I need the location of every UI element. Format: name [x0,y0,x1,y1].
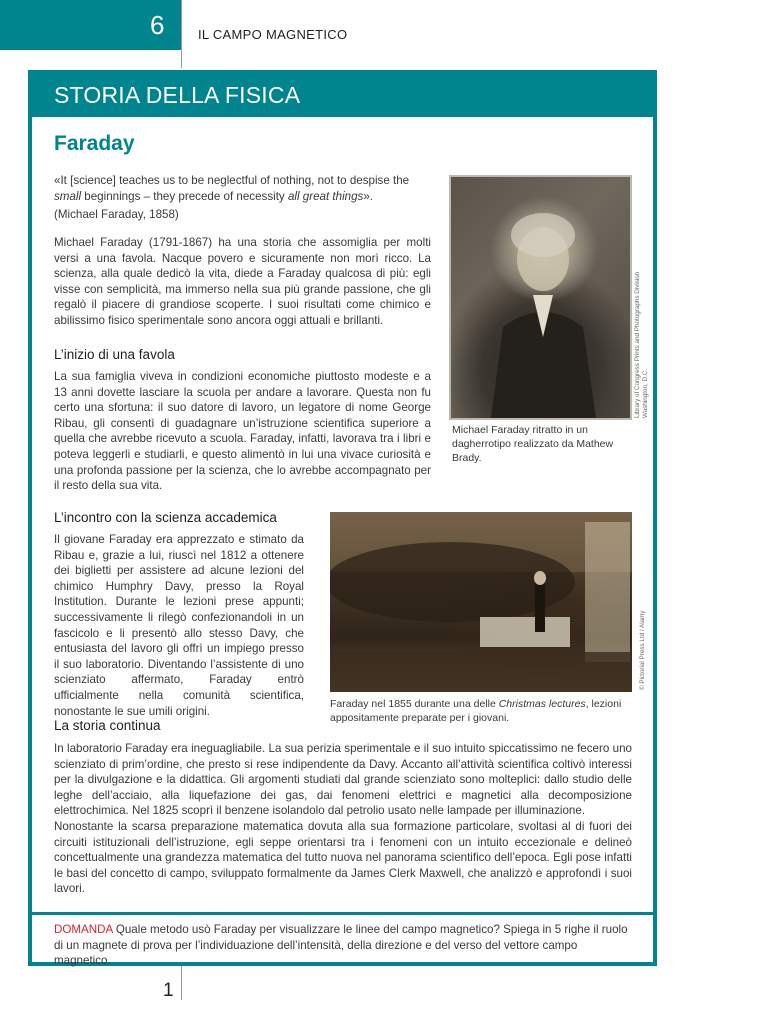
quote [54,173,431,204]
section-paragraph: La sua famiglia viveva in condizioni economiche piuttosto modeste e a 13 anni dovette lasciare la scuola per andare a lavorare. Questa non fu certo una sfortuna: il suo datore di lavoro, un legatore di nome George Ribau, gli consentì di guadagnare un’istruzione scientifica superiore a quella che avrebbe ricevuto a scuola. Faraday, infatti, lavorava tra i libri e poteva leggerli e studiarli, e questo alimentò in lui una vivace curiosità e una profonda passione per la scienza, che lo avrebbe accompagnato per il resto della sua vita. [54,370,431,493]
paragraph-part: Nonostante la scarsa preparazione matematica dovuta alla sua formazione particolare, svoltasi al di fuori dei circuiti istituzionali dell’istruzione, egli seppe orientarsi tra i fenomeni con un intuito eccezionale e delineò concettualmente una grandezza matematica del tutto nuova nel panorama scientifico dell’epoca. Egli pose infatti le basi del concetto di campo, sviluppato formalmente da James Clerk Maxwell, che analizzò e approfondì i suoi lavori. [54,819,632,896]
quote-part: «It [science] teaches us to be neglectful of nothing, not to despise the [54,174,410,187]
caption-part: , lezioni appositamente preparate per i giovani. [330,698,622,724]
quote-attribution: (Michael Faraday, 1858) [54,208,179,221]
lecture-credit: © Pictorial Press Ltd / Alamy [639,610,646,690]
quote-emphasis: small [54,189,82,203]
chapter-number: 6 [150,10,165,40]
section-heading: L’inizio di una favola [54,347,175,362]
paragraph-part: In laboratorio Faraday era ineguagliabile. La sua perizia sperimentale e il suo intuito spiccatissimo ne fecero uno scienziato di prim’ordine, che presto si rese indipendente da Davy. Accanto all’attività scientifica coltivò interessi per la divulgazione e la didattica. Gli argomenti studiati dal grande scienziato sono molteplici: dallo studio delle leghe dell’acciaio, alla liquefazione dei gas, dai fenomeni elettrici e magnetici alla decomposizione elettrochimica. Nel 1825 scoprì il benzene isolandolo dal petrolio usato nelle lampade per illuminazione. [54,742,632,818]
caption-part: Faraday nel 1855 durante una delle [330,698,499,710]
portrait-caption: Michael Faraday ritratto in un dagherrotipo realizzato da Mathew Brady. [452,424,614,464]
section-paragraph [54,741,632,897]
quote-emphasis: all great things [287,189,364,203]
lecture-illustration [330,512,632,692]
lecture-caption [330,697,630,725]
intro-paragraph: Michael Faraday (1791-1867) ha una storia che assomiglia per molti versi a una favola. Nacque povero e sicuramente non morì ricco. La scienza, alla quale dedicò la vita, diede a Faraday qualcosa di più: egli visse con semplicità, ma immerso nella sua più grande passione, che gli regalò il piacere di grandiose scoperte. I suoi risultati come chimico e abilissimo fisico sperimentale sono ancora oggi attuali e brillanti. [54,236,431,327]
article-title: Faraday [54,132,135,155]
section-paragraph: Il giovane Faraday era apprezzato e stimato da Ribau e, grazie a lui, riuscì nel 1812 a ottenere dei biglietti per assistere ad alcune lezioni del chimico Humphry Davy, presso la Royal Institution. Durante le lezioni prese appunti; successivamente li rilegò confezionandoli in un fascicolo e li presentò allo stesso Davy, che entusiasta del lavoro gli offrì un impiego presso il suo laboratorio. Diventando l’assistente di uno scienziato affermato, Faraday entrò ufficialmente nella comunità scientifica, nonostante le sue umili origini. [54,533,304,718]
section-heading: La storia continua [54,718,161,733]
question-label: DOMANDA [54,923,113,936]
chapter-title: IL CAMPO MAGNETICO [198,27,348,42]
question-divider [32,912,653,915]
footer-divider [181,966,182,1000]
christmas-lecture-image [330,512,632,692]
portrait-credit-line2: Washington, D.C. [642,368,649,418]
caption-emphasis: Christmas lectures [498,698,586,710]
quote-part: ». [363,189,374,203]
section-heading: L’incontro con la scienza accademica [54,510,277,525]
portrait-illustration [451,177,630,418]
faraday-portrait-image [449,175,632,420]
banner-title: STORIA DELLA FISICA [54,82,301,108]
header-divider [181,0,182,68]
question-text: Quale metodo usò Faraday per visualizzare le linee del campo magnetico? Spiega in 5 righe il ruolo di un magnete di prova per l’individuazione dell’intensità, della direzione e del verso del vettore campo magnetico. [54,923,628,968]
page-number: 1 [163,980,174,1001]
chapter-number-box [0,0,182,50]
portrait-credit-line1: Library of Congress Prints and Photographs Division [634,271,641,418]
quote-part: beginnings – they precede of necessity [81,189,288,203]
question-box [54,922,632,969]
